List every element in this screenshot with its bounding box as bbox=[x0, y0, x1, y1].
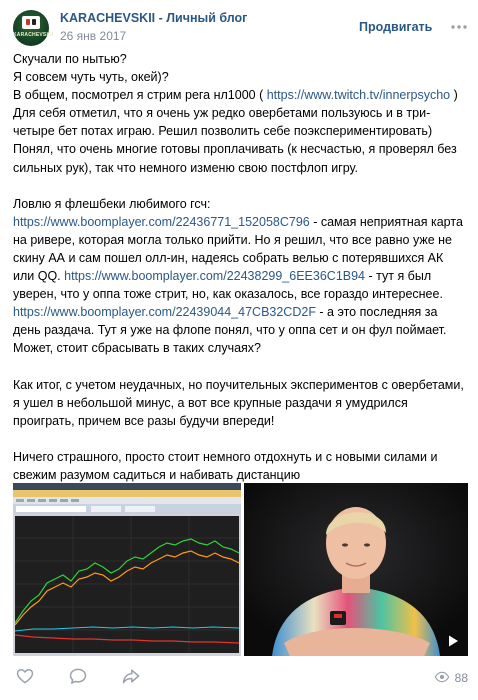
avatar[interactable] bbox=[13, 10, 54, 46]
post-paragraph bbox=[13, 86, 468, 176]
post-media bbox=[13, 483, 468, 656]
attachment-graph-screenshot[interactable] bbox=[13, 483, 241, 656]
paragraph-gap bbox=[13, 358, 468, 376]
post-paragraph bbox=[13, 195, 468, 358]
post-link[interactable]: https://www.boomplayer.com/22436771_152058C796 bbox=[13, 214, 310, 229]
eye-icon bbox=[434, 669, 450, 688]
post-link[interactable]: https://www.twitch.tv/innerpsycho bbox=[266, 88, 451, 103]
comment-icon bbox=[68, 666, 88, 691]
post-paragraph bbox=[13, 448, 468, 484]
views-counter bbox=[434, 669, 468, 687]
share-button[interactable] bbox=[119, 666, 143, 690]
post-link[interactable]: https://www.boomplayer.com/22439044_47CB32CD2F bbox=[13, 305, 316, 320]
text-run: - тут я был уверен, что у оппа тоже стрит, но, как оказалось, все гораздо интереснее. bbox=[13, 269, 443, 302]
comment-button[interactable] bbox=[66, 666, 90, 690]
like-button[interactable] bbox=[13, 666, 37, 690]
text-run: - самая неприятная карта на ривере, которая могла только прийти. Но я решил, что все равно уже не скину АА и сам пошел олл-ин, надеясь собрать велью с потерявшихся АК или QQ. bbox=[13, 214, 463, 284]
text-run: В общем, посмотрел я стрим рега нл1000 ( bbox=[13, 88, 267, 103]
post-actions bbox=[13, 666, 468, 690]
post-author[interactable]: KARACHEVSKII - Личный блог bbox=[60, 11, 248, 25]
paragraph-gap bbox=[13, 430, 468, 448]
more-horizontal-icon[interactable] bbox=[450, 18, 468, 36]
avatar-caption: KARACHEVSKII bbox=[13, 32, 54, 38]
views-count: 88 bbox=[454, 671, 468, 685]
promote-button[interactable]: Продвигать bbox=[359, 20, 433, 34]
play-icon[interactable] bbox=[446, 634, 460, 648]
share-icon bbox=[121, 666, 141, 691]
heart-icon bbox=[15, 666, 35, 691]
post-paragraph bbox=[13, 68, 468, 86]
text-run: Я совсем чуть чуть, окей)? bbox=[13, 70, 169, 85]
poker-cards-icon bbox=[22, 16, 40, 29]
text-run: Ничего страшного, просто стоит немного отдохнуть и с новыми силами и свежим разумом садиться и набивать дистанцию bbox=[13, 449, 438, 482]
text-run: Скучали по нытью? bbox=[13, 52, 127, 66]
text-run: Как итог, с учетом неудачных, но поучительных экспериментов с овербетами, я ушел в небольшой минус, а вот все крупные раздачи я умудрился проиграть, причем все разы будучи впереди! bbox=[13, 377, 464, 428]
text-run: Ловлю я флешбеки любимого гсч: bbox=[13, 196, 211, 211]
text-run: - а это последняя за день раздача. Тут я уже на флопе понял, что у оппа сет и он фул поймает. Может, стоит сбрасывать в таких случаях? bbox=[13, 305, 447, 356]
post-date[interactable]: 26 янв 2017 bbox=[60, 29, 127, 43]
post-paragraph bbox=[13, 376, 468, 430]
post-text bbox=[13, 50, 468, 484]
attachment-video-thumbnail[interactable] bbox=[244, 483, 468, 656]
post-link[interactable]: https://www.boomplayer.com/22438299_6EE36C1B94 bbox=[64, 269, 366, 284]
paragraph-gap bbox=[13, 177, 468, 195]
text-run: ) Для себя отметил, что я очень уж редко овербетами пользуюсь и в три-четыре бет потах играю. Решил позволить себе поэкспериментировать) Понял, что очень многие готовы проплачивать (к несчастью, я проверял без сильных рук), так что немного изменю свою постфлоп игру. bbox=[13, 88, 458, 175]
post-header bbox=[13, 8, 468, 48]
post-paragraph bbox=[13, 50, 468, 68]
